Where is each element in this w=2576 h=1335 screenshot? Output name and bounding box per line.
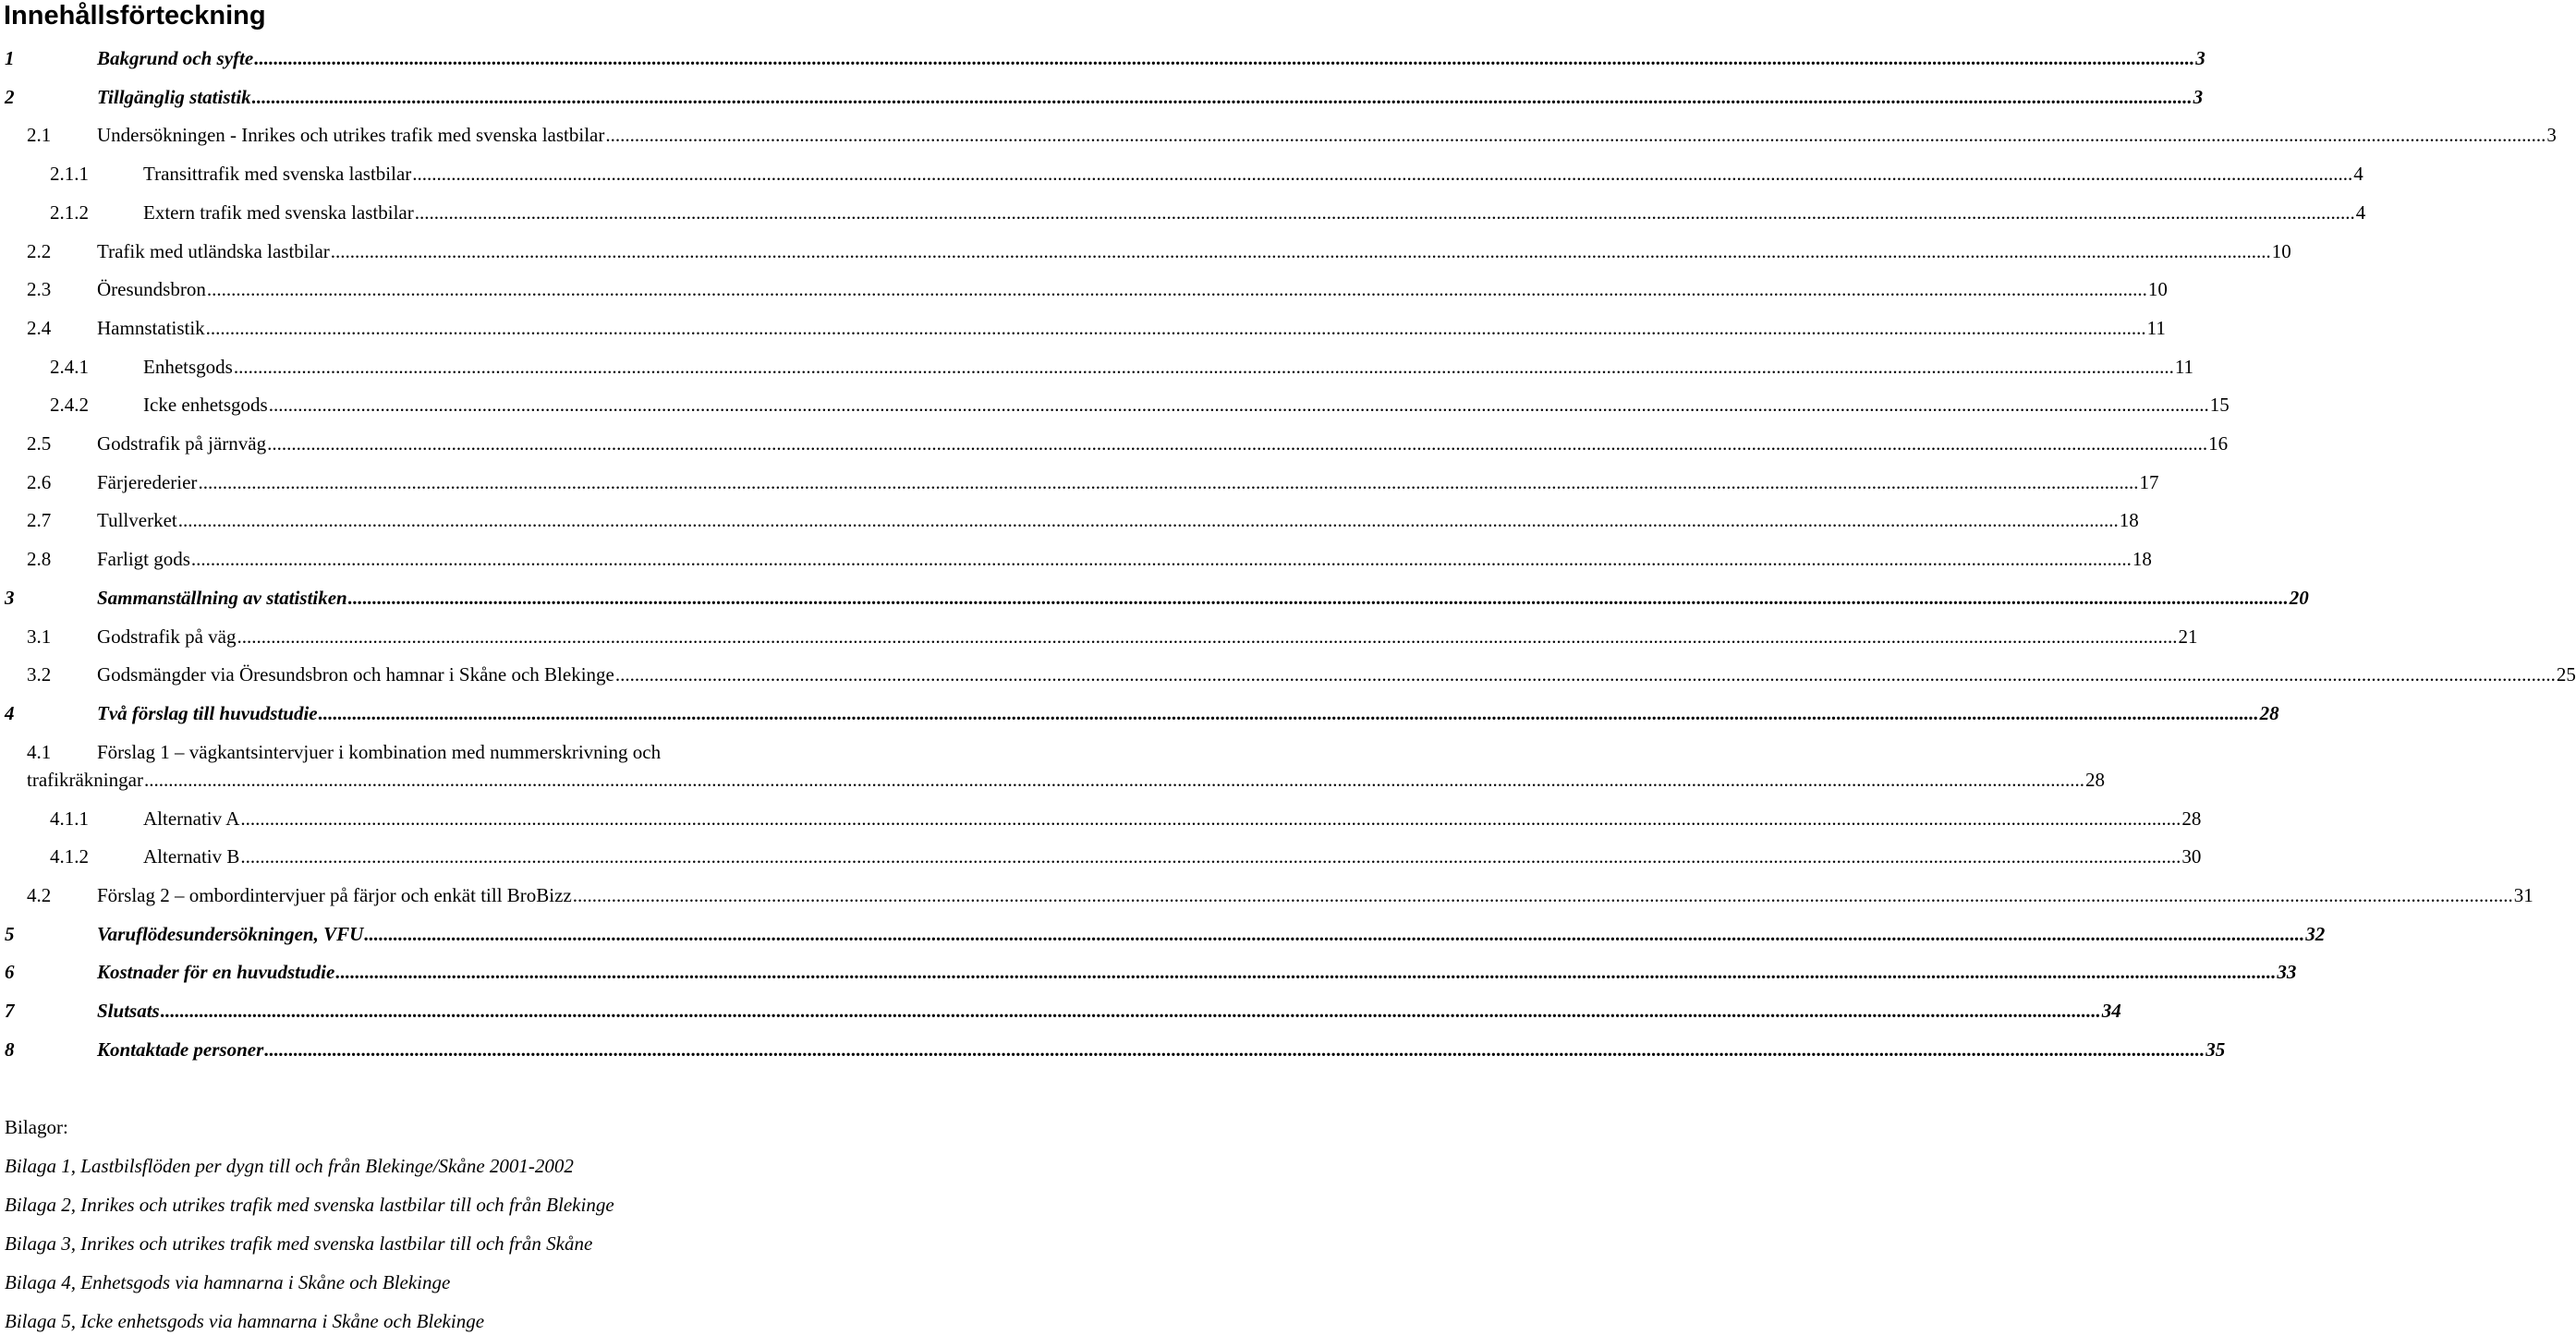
toc-entry-number: 2.5 [27, 432, 52, 455]
toc-entry[interactable] [0, 997, 2121, 1025]
toc-entry-title: Sammanställning av statistiken [97, 586, 347, 609]
toc-entry-page: 34 [2101, 1000, 2121, 1023]
toc-entry[interactable] [0, 584, 2309, 612]
dot-leader: ................................................................................................................................................................................................................................................................................................................................................................................................................ [614, 663, 2556, 686]
toc-entry-page: 3 [2546, 124, 2557, 147]
toc-entry-title: Undersökningen - Inrikes och utrikes trafik med svenska lastbilar [97, 124, 605, 147]
toc-entry[interactable] [0, 623, 2198, 650]
toc-entry-title: Kontaktade personer [97, 1038, 264, 1061]
toc-entry-title: Tillgänglig statistik [97, 85, 251, 108]
dot-leader: ................................................................................................................................................................................................................................................................................................................................................................................................................ [318, 701, 2259, 724]
page-title: Innehållsförteckning [4, 1, 266, 30]
toc-entry[interactable] [0, 506, 2139, 534]
toc-entry-page: 3 [2193, 85, 2204, 108]
appendix-item: Bilaga 1, Lastbilsflöden per dygn till och från Blekinge/Skåne 2001-2002 [5, 1155, 574, 1177]
toc-entry-number: 2.4.2 [50, 394, 89, 417]
toc-entry-page: 31 [2513, 884, 2533, 906]
toc-entry-number: 7 [5, 1000, 15, 1023]
dot-leader: ................................................................................................................................................................................................................................................................................................................................................................................................................ [364, 922, 2305, 945]
toc-entry-number: 5 [5, 922, 15, 945]
toc-entry-number: 2 [5, 85, 15, 108]
toc-entry-number: 3 [5, 586, 15, 609]
toc-entry[interactable] [0, 430, 2229, 457]
toc-entry-number: 2.1 [27, 124, 52, 147]
toc-entry-page: 18 [2132, 548, 2152, 571]
toc-entry-title-continuation: trafikräkningar [27, 768, 143, 791]
dot-leader: ................................................................................................................................................................................................................................................................................................................................................................................................................ [268, 394, 2209, 417]
toc-entry-number: 2.8 [27, 548, 52, 571]
toc-entry[interactable] [0, 199, 2366, 226]
toc-entry-title: Godstrafik på järnväg [97, 432, 267, 455]
toc-entry-page: 25 [2556, 663, 2576, 686]
dot-leader: ................................................................................................................................................................................................................................................................................................................................................................................................................ [251, 85, 2193, 108]
toc-entry-page: 10 [2147, 278, 2168, 301]
toc-entry-title: Godstrafik på väg [97, 625, 237, 648]
toc-entry-title: Transittrafik med svenska lastbilar [143, 163, 412, 186]
toc-entry-number: 1 [5, 47, 15, 69]
toc-entry-page: 11 [2146, 316, 2166, 339]
dot-leader: ................................................................................................................................................................................................................................................................................................................................................................................................................ [160, 1000, 2101, 1023]
toc-entry-page: 35 [2205, 1038, 2226, 1061]
toc-entry-title: Kostnader för en huvudstudie [97, 961, 335, 984]
toc-entry-page: 20 [2289, 586, 2309, 609]
toc-entry-number: 3.1 [27, 625, 52, 648]
dot-leader: ................................................................................................................................................................................................................................................................................................................................................................................................................ [205, 316, 2146, 339]
toc-entry-number: 2.1.2 [50, 200, 89, 224]
toc-entry-number: 4.1.2 [50, 845, 89, 868]
toc-entry-title: Enhetsgods [143, 355, 233, 378]
toc-entry-page: 32 [2305, 922, 2326, 945]
toc-entry[interactable] [0, 661, 2576, 688]
toc-entry[interactable] [0, 843, 2202, 870]
toc-entry-number: 3.2 [27, 663, 52, 686]
toc-entry[interactable] [0, 545, 2152, 573]
toc-entry-number: 2.6 [27, 470, 52, 493]
dot-leader: ................................................................................................................................................................................................................................................................................................................................................................................................................ [264, 1038, 2205, 1061]
toc-entry-page: 4 [2355, 200, 2366, 224]
toc-entry-number: 4.1 [27, 740, 52, 763]
toc-entry-number: 4.2 [27, 884, 52, 906]
dot-leader: ................................................................................................................................................................................................................................................................................................................................................................................................................ [233, 355, 2174, 378]
toc-entry-number: 2.3 [27, 278, 52, 301]
toc-entry[interactable] [0, 391, 2230, 419]
toc-entry-page: 17 [2139, 470, 2159, 493]
dot-leader: ................................................................................................................................................................................................................................................................................................................................................................................................................ [143, 768, 2084, 791]
toc-entry-title: Två förslag till huvudstudie [97, 701, 318, 724]
toc-entry[interactable] [0, 44, 2205, 72]
toc-entry-number: 2.2 [27, 239, 52, 262]
toc-entry-page: 28 [2259, 701, 2279, 724]
toc-entry-title: Extern trafik med svenska lastbilar [143, 200, 414, 224]
toc-entry-title: Hamnstatistik [97, 316, 205, 339]
toc-entry[interactable] [0, 699, 2279, 727]
toc-entry[interactable] [0, 237, 2291, 265]
toc-entry-title: Alternativ B [143, 845, 240, 868]
toc-entry-page: 16 [2208, 432, 2229, 455]
dot-leader: ................................................................................................................................................................................................................................................................................................................................................................................................................ [198, 470, 2139, 493]
toc-entry-title: Varuflödesundersökningen, VFU [97, 922, 364, 945]
dot-leader: ................................................................................................................................................................................................................................................................................................................................................................................................................ [254, 47, 2195, 69]
dot-leader: ................................................................................................................................................................................................................................................................................................................................................................................................................ [240, 807, 2181, 830]
toc-entry-title: Öresundsbron [97, 278, 206, 301]
toc-entry-title: Icke enhetsgods [143, 394, 268, 417]
dot-leader: ................................................................................................................................................................................................................................................................................................................................................................................................................ [240, 845, 2181, 868]
toc-entry[interactable] [0, 881, 2533, 909]
dot-leader: ................................................................................................................................................................................................................................................................................................................................................................................................................ [237, 625, 2178, 648]
dot-leader: ................................................................................................................................................................................................................................................................................................................................................................................................................ [347, 586, 2289, 609]
toc-entry-title: Alternativ A [143, 807, 240, 830]
toc-entry-title: Trafik med utländska lastbilar [97, 239, 330, 262]
toc-entry[interactable] [0, 468, 2159, 496]
toc-entry-title: Slutsats [97, 1000, 160, 1023]
appendix-item: Bilaga 5, Icke enhetsgods via hamnarna i Skåne och Blekinge [5, 1310, 485, 1332]
toc-entry-page: 3 [2195, 47, 2205, 69]
toc-entry-number: 2.4 [27, 316, 52, 339]
toc-entry[interactable] [0, 920, 2326, 948]
toc-entry-page: 28 [2084, 768, 2105, 791]
toc-entry-title: Godsmängder via Öresundsbron och hamnar i Skåne och Blekinge [97, 663, 614, 686]
toc-entry[interactable] [0, 275, 2168, 303]
appendix-item: Bilaga 4, Enhetsgods via hamnarna i Skåne och Blekinge [5, 1271, 451, 1293]
toc-entry-title: Bakgrund och syfte [97, 47, 254, 69]
toc-entry-title: Farligt gods [97, 548, 190, 571]
toc-entry-page: 18 [2119, 509, 2139, 532]
toc-entry-title: Förslag 2 – ombordintervjuer på färjor och enkät till BroBizz [97, 884, 572, 906]
toc-entry-page: 28 [2181, 807, 2202, 830]
dot-leader: ................................................................................................................................................................................................................................................................................................................................................................................................................ [206, 278, 2147, 301]
toc-entry-page: 21 [2178, 625, 2198, 648]
toc-entry[interactable] [0, 160, 2363, 188]
toc-entry-number: 2.4.1 [50, 355, 89, 378]
toc-entry-number: 4.1.1 [50, 807, 89, 830]
dot-leader: ................................................................................................................................................................................................................................................................................................................................................................................................................ [605, 124, 2546, 147]
toc-entry-title: Färjerederier [97, 470, 198, 493]
toc-entry-number: 2.7 [27, 509, 52, 532]
toc-entry-title: Tullverket [97, 509, 177, 532]
toc-entry[interactable] [0, 958, 2297, 986]
toc-entry[interactable] [0, 83, 2204, 111]
toc-entry[interactable] [0, 314, 2166, 342]
toc-entry[interactable] [0, 121, 2557, 149]
toc-entry[interactable] [0, 1036, 2226, 1063]
toc-entry-page: 10 [2271, 239, 2291, 262]
appendix-item: Bilaga 2, Inrikes och utrikes trafik med svenska lastbilar till och från Blekinge [5, 1194, 614, 1216]
toc-entry-number: 2.1.1 [50, 163, 89, 186]
toc-entry[interactable] [0, 738, 887, 766]
toc-entry[interactable] [0, 805, 2202, 832]
dot-leader: ................................................................................................................................................................................................................................................................................................................................................................................................................ [572, 884, 2513, 906]
dot-leader: ................................................................................................................................................................................................................................................................................................................................................................................................................ [335, 961, 2277, 984]
toc-entry-page: 15 [2209, 394, 2230, 417]
appendix-heading: Bilagor: [5, 1116, 68, 1138]
toc-entry-page: 33 [2277, 961, 2297, 984]
toc-entry-number: 6 [5, 961, 15, 984]
dot-leader: ................................................................................................................................................................................................................................................................................................................................................................................................................ [190, 548, 2132, 571]
toc-entry-continuation[interactable] [0, 766, 2105, 794]
appendix-item: Bilaga 3, Inrikes och utrikes trafik med svenska lastbilar till och från Skåne [5, 1232, 593, 1255]
toc-entry-page: 11 [2174, 355, 2194, 378]
toc-entry-page: 30 [2181, 845, 2202, 868]
toc-entry-number: 8 [5, 1038, 15, 1061]
dot-leader: ................................................................................................................................................................................................................................................................................................................................................................................................................ [177, 509, 2119, 532]
toc-entry-title: Förslag 1 – vägkantsintervjuer i kombination med nummerskrivning och [97, 740, 662, 763]
dot-leader: ................................................................................................................................................................................................................................................................................................................................................................................................................ [412, 163, 2353, 186]
toc-entry-page: 4 [2353, 163, 2363, 186]
toc-entry-number: 4 [5, 701, 15, 724]
dot-leader: ................................................................................................................................................................................................................................................................................................................................................................................................................ [267, 432, 2208, 455]
dot-leader: ................................................................................................................................................................................................................................................................................................................................................................................................................ [330, 239, 2271, 262]
dot-leader: ................................................................................................................................................................................................................................................................................................................................................................................................................ [414, 200, 2355, 224]
toc-entry[interactable] [0, 353, 2194, 381]
